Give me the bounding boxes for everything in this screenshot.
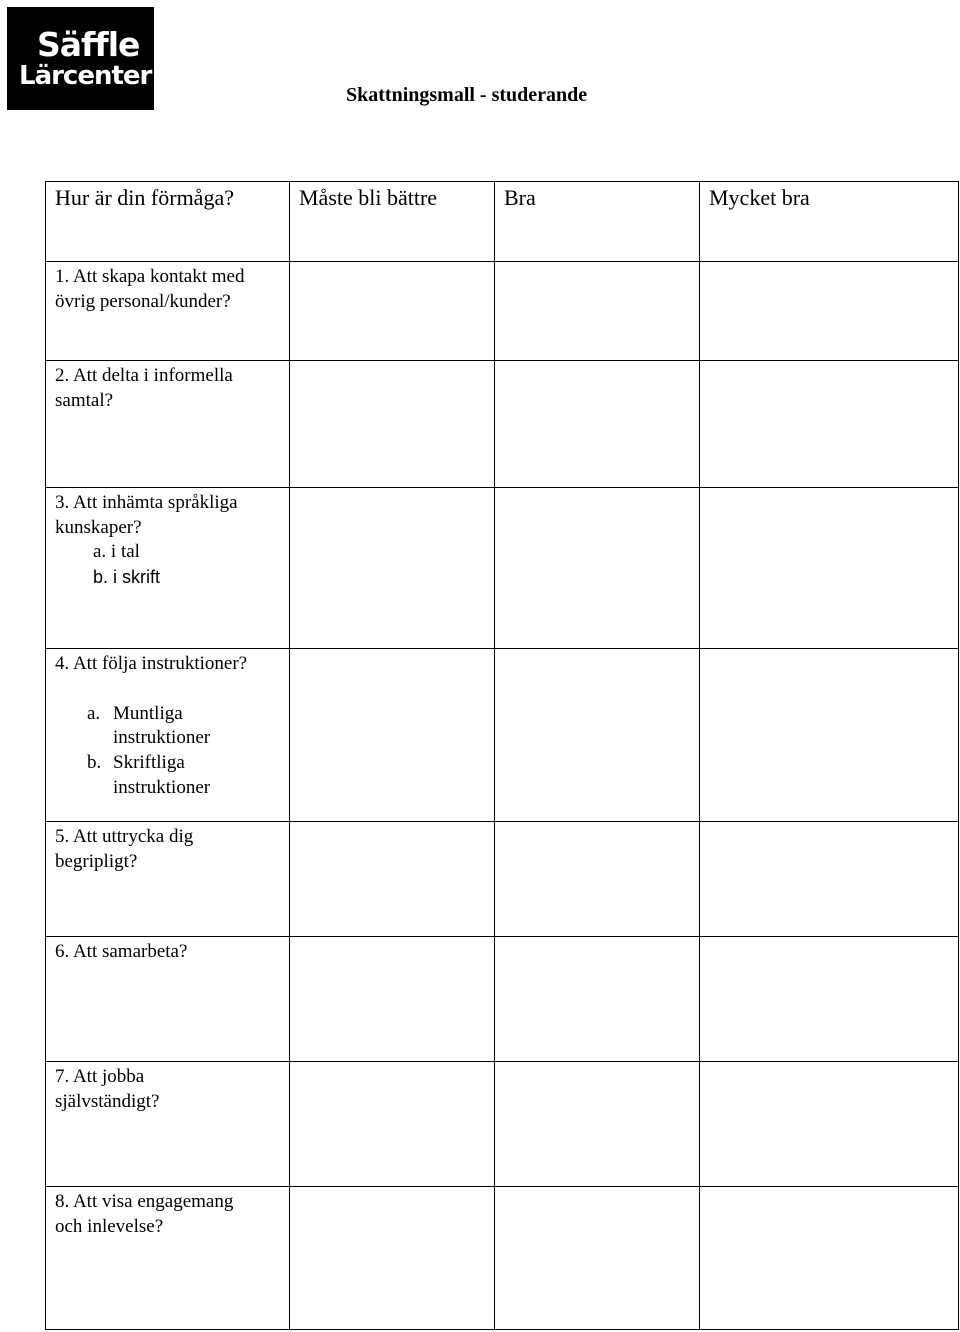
- rating-cell-must-improve[interactable]: [290, 1062, 495, 1187]
- table-row: [46, 262, 959, 361]
- question-text: övrig personal/kunder?: [55, 290, 231, 312]
- question-text: kunskaper?: [55, 516, 142, 538]
- rating-cell-very-good[interactable]: [700, 822, 959, 937]
- question-text: 1. Att skapa kontakt med: [55, 266, 245, 287]
- question-cell: [46, 822, 290, 937]
- sub-item-text: instruktioner: [113, 727, 211, 749]
- column-header-good: Bra: [495, 182, 700, 262]
- rating-cell-very-good[interactable]: [700, 1062, 959, 1187]
- rating-cell-very-good[interactable]: [700, 937, 959, 1062]
- question-cell: [46, 649, 290, 822]
- question-text: 4. Att följa instruktioner?: [55, 653, 248, 674]
- rating-cell-must-improve[interactable]: [290, 1187, 495, 1330]
- sub-item-marker: a.: [87, 702, 101, 724]
- rating-cell-good[interactable]: [495, 1062, 700, 1187]
- rating-table: [45, 181, 959, 1330]
- question-text: begripligt?: [55, 850, 138, 872]
- rating-cell-very-good[interactable]: [700, 262, 959, 361]
- question-cell: [46, 1187, 290, 1330]
- table-row: [46, 361, 959, 488]
- sub-item-marker: b.: [87, 752, 102, 774]
- question-cell: [46, 488, 290, 649]
- rating-cell-must-improve[interactable]: [290, 262, 495, 361]
- question-text: samtal?: [55, 389, 114, 411]
- logo-line-2: Lärcenter: [19, 61, 152, 91]
- question-text: 3. Att inhämta språkliga: [55, 492, 238, 513]
- rating-cell-good[interactable]: [495, 649, 700, 822]
- sub-item-text: instruktioner: [113, 776, 211, 798]
- rating-cell-good[interactable]: [495, 262, 700, 361]
- question-text: 5. Att uttrycka dig: [55, 826, 194, 847]
- table-row: [46, 1187, 959, 1330]
- question-text: 2. Att delta i informella: [55, 365, 233, 386]
- question-text: 6. Att samarbeta?: [55, 941, 188, 962]
- sub-item-written-instructions: [55, 751, 283, 800]
- table-row: [46, 937, 959, 1062]
- table-row: [46, 488, 959, 649]
- rating-cell-very-good[interactable]: [700, 649, 959, 822]
- rating-cell-good[interactable]: [495, 822, 700, 937]
- rating-cell-must-improve[interactable]: [290, 649, 495, 822]
- column-header-must-improve: Måste bli bättre: [290, 182, 495, 262]
- rating-cell-good[interactable]: [495, 937, 700, 1062]
- logo-line-1: Säffle: [37, 25, 140, 64]
- sub-item-oral-instructions: [55, 702, 283, 751]
- question-text: och inlevelse?: [55, 1215, 164, 1237]
- sub-item-spoken: a. i tal: [93, 541, 140, 563]
- rating-cell-good[interactable]: [495, 1187, 700, 1330]
- question-cell: [46, 1062, 290, 1187]
- question-text: 8. Att visa engagemang: [55, 1191, 234, 1212]
- page-title: Skattningsmall - studerande: [346, 84, 588, 106]
- rating-cell-must-improve[interactable]: [290, 488, 495, 649]
- table-header-row: [46, 182, 959, 262]
- rating-cell-good[interactable]: [495, 488, 700, 649]
- question-cell: [46, 937, 290, 1062]
- sub-item-written: b. i skrift: [93, 567, 161, 588]
- table-row: [46, 822, 959, 937]
- sub-item-text: Skriftliga: [113, 752, 185, 774]
- rating-cell-very-good[interactable]: [700, 361, 959, 488]
- column-header-ability: Hur är din förmåga?: [46, 182, 290, 262]
- question-cell: [46, 262, 290, 361]
- question-text: 7. Att jobba: [55, 1066, 145, 1087]
- sub-item-text: Muntliga: [113, 702, 183, 724]
- rating-cell-must-improve[interactable]: [290, 361, 495, 488]
- rating-cell-must-improve[interactable]: [290, 822, 495, 937]
- rating-cell-very-good[interactable]: [700, 1187, 959, 1330]
- table-row: [46, 1062, 959, 1187]
- rating-cell-very-good[interactable]: [700, 488, 959, 649]
- table-row: [46, 649, 959, 822]
- saffle-larcenter-logo: [7, 7, 154, 110]
- column-header-very-good: Mycket bra: [700, 182, 959, 262]
- rating-cell-must-improve[interactable]: [290, 937, 495, 1062]
- question-text: självständigt?: [55, 1090, 160, 1112]
- question-cell: [46, 361, 290, 488]
- rating-cell-good[interactable]: [495, 361, 700, 488]
